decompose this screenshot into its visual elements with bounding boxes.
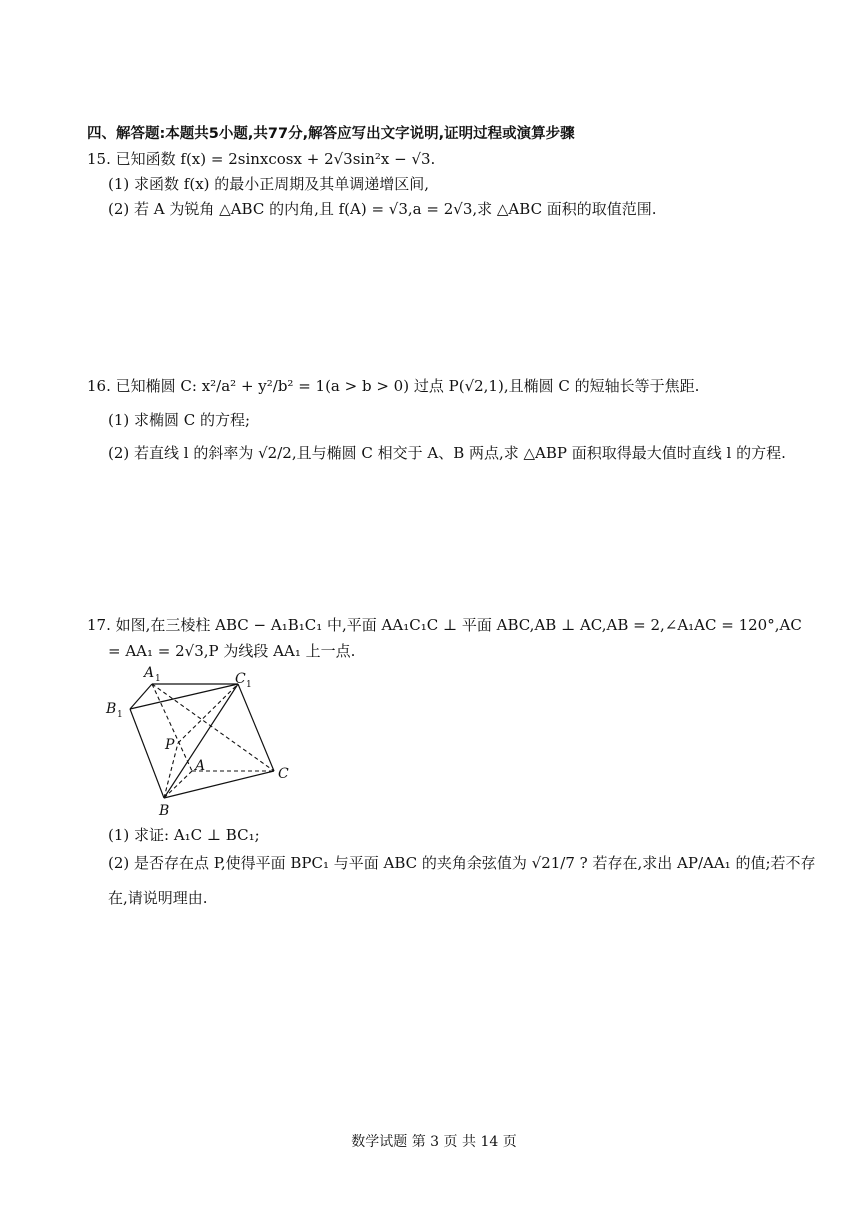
question-16-part-2: (2) 若直线 l 的斜率为 √2/2,且与椭圆 C 相交于 A、B 两点,求 △ABP 面积取得最大值时直线 l 的方程. (108, 444, 786, 462)
label-A: A (195, 758, 206, 774)
label-C1: C (235, 671, 246, 687)
label-B: B (159, 803, 170, 819)
page-footer: 数学试题 第 3 页 共 14 页 (351, 1134, 517, 1150)
prism-figure (104, 663, 304, 823)
question-15-stem: 15. 已知函数 f(x) = 2sinxcosx + 2√3sin²x − √3. (87, 150, 436, 168)
label-C: C (278, 766, 289, 782)
question-16-part-1: (1) 求椭圆 C 的方程; (108, 411, 251, 429)
label-A1-subscript: 1 (155, 674, 161, 684)
section-heading: 四、解答题:本题共5小题,共77分,解答应写出文字说明,证明过程或演算步骤 (87, 126, 575, 142)
question-17-part-1: (1) 求证: A₁C ⊥ BC₁; (108, 826, 260, 844)
question-17-stem-continued: = AA₁ = 2√3,P 为线段 AA₁ 上一点. (108, 642, 356, 660)
label-B1: B (106, 701, 117, 717)
question-17-part-2: (2) 是否存在点 P,使得平面 BPC₁ 与平面 ABC 的夹角余弦值为 √21/7 ? 若存在,求出 AP/AA₁ 的值;若不存 (108, 854, 816, 872)
label-A1: A (144, 665, 155, 681)
question-15-part-2: (2) 若 A 为锐角 △ABC 的内角,且 f(A) = √3,a = 2√3,求 △ABC 面积的取值范围. (108, 200, 657, 218)
question-16-stem: 16. 已知椭圆 C: x²/a² + y²/b² = 1(a > b > 0) 过点 P(√2,1),且椭圆 C 的短轴长等于焦距. (87, 377, 700, 395)
question-15-part-1: (1) 求函数 f(x) 的最小正周期及其单调递增区间, (108, 175, 430, 193)
question-17-part-2-continued: 在,请说明理由. (108, 889, 208, 907)
question-17-stem: 17. 如图,在三棱柱 ABC − A₁B₁C₁ 中,平面 AA₁C₁C ⊥ 平面 ABC,AB ⊥ AC,AB = 2,∠A₁AC = 120°,AC (87, 616, 802, 634)
label-P: P (165, 737, 175, 753)
label-C1-subscript: 1 (246, 680, 252, 690)
label-B1-subscript: 1 (117, 710, 123, 720)
